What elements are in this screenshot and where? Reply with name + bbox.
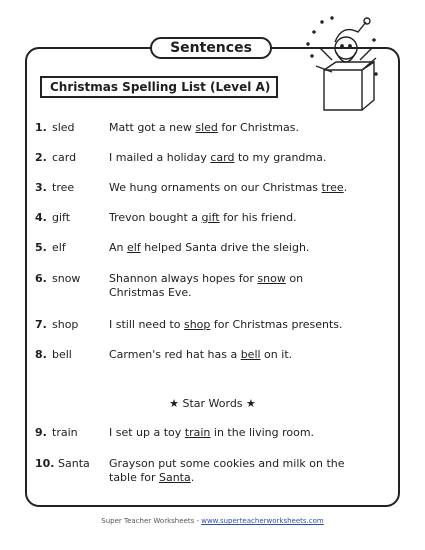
page-title: Sentences (150, 37, 272, 59)
list-title: Christmas Spelling List (Level A) (40, 76, 278, 98)
footer-link[interactable]: www.superteacherworksheets.com (201, 517, 324, 525)
santa-in-box-icon (302, 12, 380, 112)
footer: Super Teacher Worksheets - www.superteacherworksheets.com (101, 517, 324, 525)
star-words-heading: ★ Star Words ★ (169, 397, 256, 410)
